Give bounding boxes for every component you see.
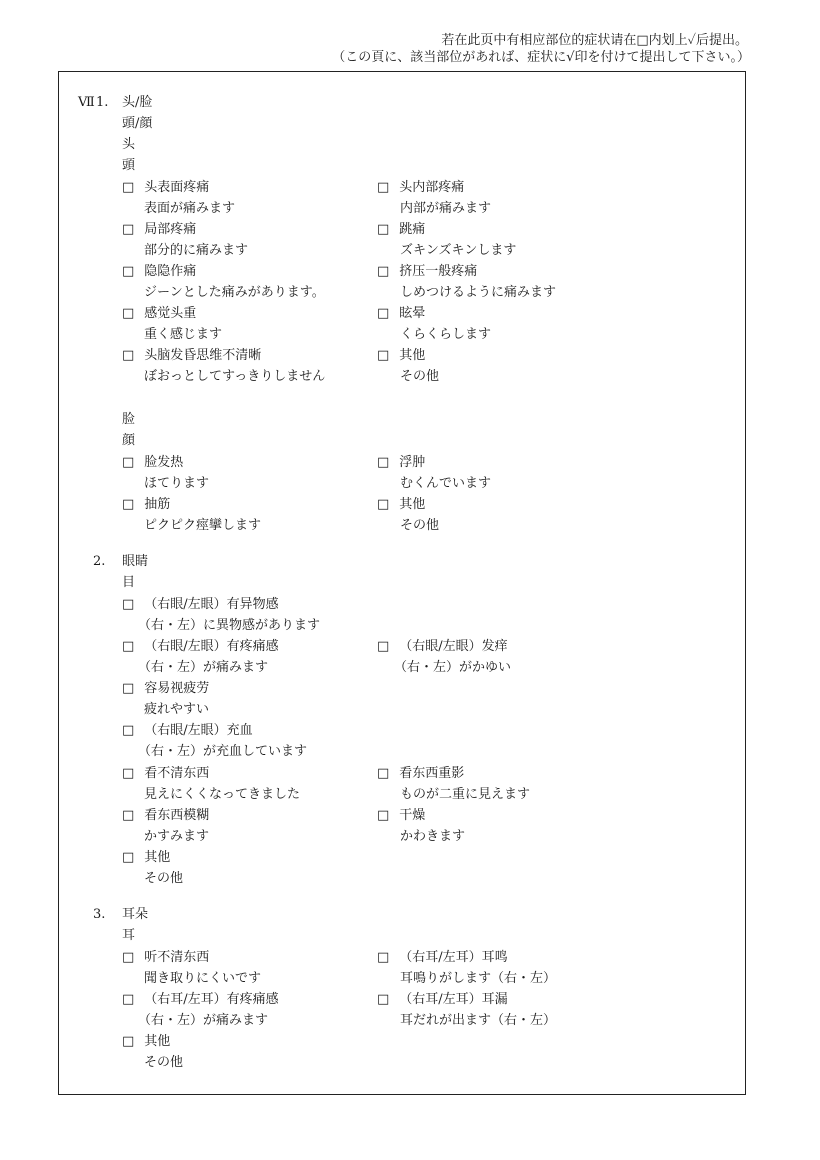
- item-label-jp: 内部が痛みます: [400, 201, 492, 216]
- checkbox-item[interactable]: [377, 495, 425, 515]
- checkbox-icon[interactable]: □: [377, 992, 390, 1007]
- item-label-cn: 脸发热: [144, 455, 184, 470]
- item-label-jp: （右・左）が充血しています: [138, 744, 308, 759]
- item-label-cn: （右眼/左眼）有异物感: [144, 597, 279, 612]
- item-label-jp: ものが二重に見えます: [400, 787, 531, 802]
- checkbox-icon[interactable]: □: [122, 306, 135, 321]
- checkbox-icon[interactable]: □: [377, 455, 390, 470]
- checkbox-icon[interactable]: □: [122, 348, 135, 363]
- item-label-jp: かすみます: [144, 829, 210, 844]
- item-label-jp: 疲れやすい: [144, 702, 210, 717]
- checkbox-icon[interactable]: □: [122, 723, 135, 738]
- checkbox-item[interactable]: [122, 806, 209, 826]
- roman-section-number: Ⅶ: [78, 95, 95, 110]
- checkbox-icon[interactable]: □: [377, 264, 390, 279]
- checkbox-item[interactable]: [122, 304, 196, 324]
- item-label-cn: 局部疼痛: [144, 222, 197, 237]
- checkbox-icon[interactable]: □: [122, 850, 135, 865]
- item-label-jp: くらくらします: [400, 327, 492, 342]
- checkbox-item[interactable]: [122, 346, 261, 366]
- checkbox-icon[interactable]: □: [122, 992, 135, 1007]
- checkbox-item[interactable]: [122, 990, 279, 1010]
- item-label-jp: その他: [400, 369, 440, 384]
- checkbox-icon[interactable]: □: [122, 222, 135, 237]
- item-label-cn: 头内部疼痛: [399, 180, 465, 195]
- item-label-cn: 看东西重影: [399, 766, 465, 781]
- checkbox-icon[interactable]: □: [377, 348, 390, 363]
- section-2-number: 2.: [93, 554, 106, 569]
- checkbox-item[interactable]: [122, 495, 170, 515]
- checkbox-item[interactable]: [377, 262, 477, 282]
- checkbox-item[interactable]: [122, 637, 279, 657]
- item-label-jp: ほてります: [144, 476, 210, 491]
- item-label-cn: 其他: [144, 1034, 171, 1049]
- checkbox-item[interactable]: [122, 595, 279, 615]
- instruction-chinese: 若在此页中有相应部位的症状请在□内划上✓后提出。: [441, 33, 748, 48]
- checkbox-icon[interactable]: □: [122, 180, 135, 195]
- item-label-cn: （右眼/左眼）发痒: [399, 639, 508, 654]
- checkbox-item[interactable]: [122, 178, 209, 198]
- section-1-number: 1.: [96, 95, 109, 110]
- checkbox-item[interactable]: [377, 346, 425, 366]
- item-label-cn: 头脑发昏思维不清晰: [144, 348, 262, 363]
- checkbox-icon[interactable]: □: [122, 597, 135, 612]
- checkbox-item[interactable]: [377, 304, 425, 324]
- checkbox-icon[interactable]: □: [122, 950, 135, 965]
- checkbox-icon[interactable]: □: [122, 681, 135, 696]
- item-label-jp: （右・左）がかゆい: [394, 660, 512, 675]
- subsection-head-jp: 頭: [122, 158, 136, 173]
- item-label-jp: 表面が痛みます: [144, 201, 236, 216]
- item-label-cn: 容易视疲劳: [144, 681, 210, 696]
- item-label-cn: 挤压一般疼痛: [399, 264, 478, 279]
- item-label-cn: 跳痛: [399, 222, 426, 237]
- item-label-cn: （右眼/左眼）有疼痛感: [144, 639, 279, 654]
- item-label-cn: 头表面疼痛: [144, 180, 210, 195]
- item-label-cn: 隐隐作痛: [144, 264, 197, 279]
- checkbox-item[interactable]: [377, 764, 464, 784]
- checkbox-icon[interactable]: □: [377, 766, 390, 781]
- item-label-jp: 耳だれが出ます（右・左）: [400, 1013, 557, 1028]
- section-1-title-jp: 頭/顔: [122, 116, 153, 131]
- item-label-cn: （右耳/左耳）有疼痛感: [144, 992, 279, 1007]
- item-label-jp: ぼおっとしてすっきりしません: [144, 369, 326, 384]
- section-2-title-jp: 目: [122, 575, 136, 590]
- checkbox-item[interactable]: [377, 990, 508, 1010]
- item-label-jp: しめつけるように痛みます: [400, 285, 557, 300]
- checkbox-item[interactable]: [122, 220, 196, 240]
- item-label-cn: 看东西模糊: [144, 808, 210, 823]
- item-label-jp: かわきます: [400, 829, 466, 844]
- checkbox-item[interactable]: [122, 764, 209, 784]
- subsection-face-jp: 顔: [122, 433, 136, 448]
- checkbox-item[interactable]: [122, 453, 183, 473]
- item-label-cn: 干燥: [399, 808, 426, 823]
- checkbox-icon[interactable]: □: [122, 639, 135, 654]
- item-label-jp: （右・左）が痛みます: [138, 1013, 269, 1028]
- checkbox-item[interactable]: [377, 453, 425, 473]
- checkbox-icon[interactable]: □: [122, 766, 135, 781]
- checkbox-icon[interactable]: □: [122, 497, 135, 512]
- checkbox-icon[interactable]: □: [377, 222, 390, 237]
- subsection-head-cn: 头: [122, 137, 136, 152]
- checkbox-icon[interactable]: □: [122, 455, 135, 470]
- item-label-cn: （右耳/左耳）耳鸣: [399, 950, 508, 965]
- checkbox-item[interactable]: [122, 848, 170, 868]
- checkbox-item[interactable]: [122, 721, 253, 741]
- checkbox-item[interactable]: [377, 637, 508, 657]
- section-3-number: 3.: [93, 907, 106, 922]
- checkbox-icon[interactable]: □: [122, 808, 135, 823]
- item-label-jp: 重く感じます: [144, 327, 223, 342]
- checkbox-item[interactable]: [377, 178, 464, 198]
- checkbox-icon[interactable]: □: [377, 180, 390, 195]
- section-2-title-cn: 眼睛: [122, 554, 149, 569]
- item-label-jp: ジーンとした痛みがあります。: [144, 285, 325, 300]
- item-label-cn: 看不清东西: [144, 766, 210, 781]
- item-label-jp: その他: [400, 518, 440, 533]
- checkbox-icon[interactable]: □: [377, 808, 390, 823]
- item-label-jp: 聞き取りにくいです: [144, 971, 262, 986]
- item-label-cn: 浮肿: [399, 455, 426, 470]
- checkbox-item[interactable]: [122, 262, 196, 282]
- checkbox-icon[interactable]: □: [377, 950, 390, 965]
- checkbox-item[interactable]: [377, 948, 508, 968]
- item-label-cn: 抽筋: [144, 497, 171, 512]
- item-label-jp: 部分的に痛みます: [144, 243, 249, 258]
- item-label-jp: ズキンズキンします: [400, 243, 517, 258]
- item-label-jp: 耳鳴りがします（右・左）: [400, 971, 557, 986]
- item-label-cn: 眩晕: [399, 306, 426, 321]
- checkbox-icon[interactable]: □: [377, 639, 390, 654]
- item-label-jp: 見えにくくなってきました: [144, 787, 301, 802]
- checkbox-item[interactable]: [122, 679, 209, 699]
- instruction-japanese: （この頁に、該当部位があれば、症状に√印を付けて提出して下さい。）: [332, 50, 750, 65]
- checkbox-icon[interactable]: □: [377, 497, 390, 512]
- checkbox-item[interactable]: [377, 806, 425, 826]
- checkbox-item[interactable]: [122, 948, 209, 968]
- section-1-title-cn: 头/脸: [122, 95, 153, 110]
- section-3-title-cn: 耳朵: [122, 907, 149, 922]
- item-label-cn: （右眼/左眼）充血: [144, 723, 253, 738]
- checkbox-item[interactable]: [122, 1032, 170, 1052]
- item-label-cn: 其他: [144, 850, 171, 865]
- checkbox-icon[interactable]: □: [122, 1034, 135, 1049]
- item-label-cn: 听不清东西: [144, 950, 210, 965]
- item-label-jp: その他: [144, 1055, 184, 1070]
- item-label-jp: （右・左）に異物感があります: [138, 618, 321, 633]
- item-label-jp: その他: [144, 871, 184, 886]
- section-3-title-jp: 耳: [122, 928, 136, 943]
- item-label-cn: （右耳/左耳）耳漏: [399, 992, 508, 1007]
- checkbox-icon[interactable]: □: [122, 264, 135, 279]
- item-label-cn: 感觉头重: [144, 306, 197, 321]
- subsection-face-cn: 脸: [122, 412, 136, 427]
- checkbox-item[interactable]: [377, 220, 425, 240]
- item-label-jp: （右・左）が痛みます: [138, 660, 269, 675]
- item-label-jp: むくんでいます: [400, 476, 492, 491]
- item-label-cn: 其他: [399, 348, 426, 363]
- item-label-cn: 其他: [399, 497, 426, 512]
- checkbox-icon[interactable]: □: [377, 306, 390, 321]
- item-label-jp: ピクピク痙攣します: [144, 518, 262, 533]
